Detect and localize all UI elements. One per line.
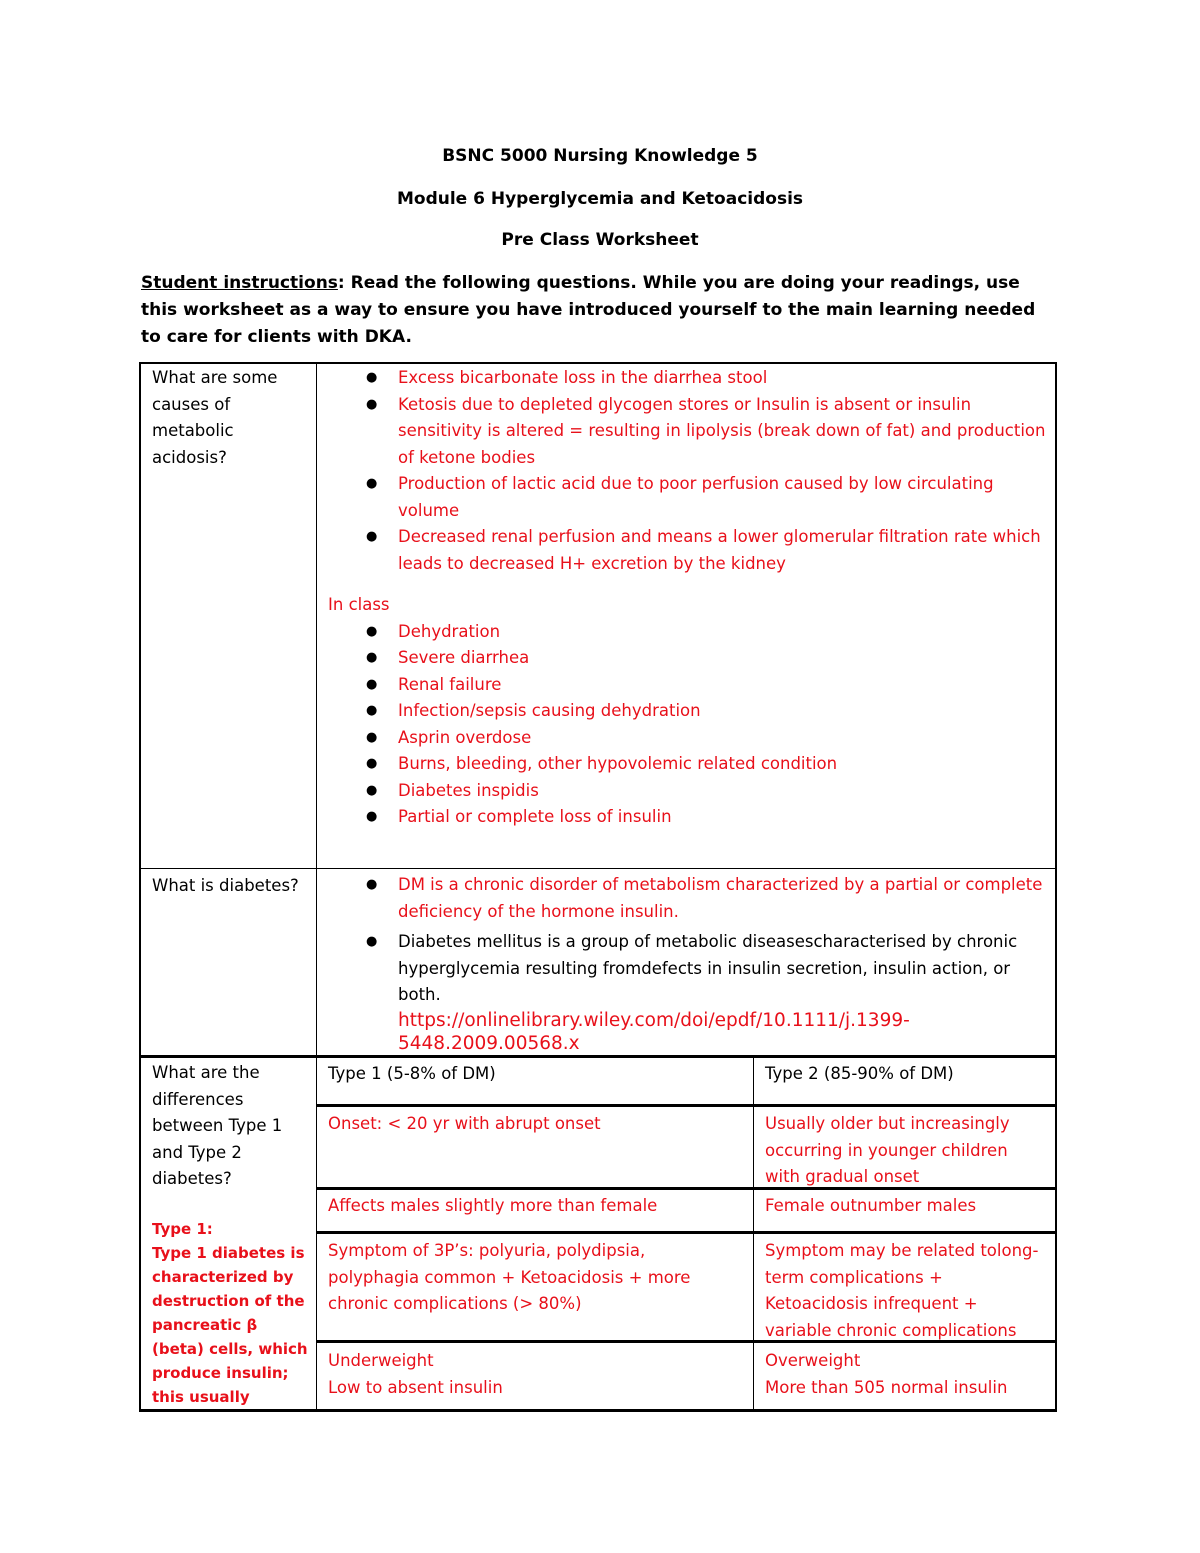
reference-link[interactable]: https://onlinelibrary.wiley.com/doi/epdf/10.1111/j.1399-5448.2009.00568.x — [398, 1009, 910, 1054]
list-item: ● Burns, bleeding, other hypovolemic related condition — [328, 751, 1048, 778]
list-item: ● Severe diarrhea — [328, 645, 1048, 672]
table-border-top — [139, 362, 1057, 364]
type1-weight-label: Underweight — [328, 1351, 434, 1370]
list-item: ● Ketosis due to depleted glycogen stores or Insulin is absent or insulin sensitivity is altered = resulting in lipolysis (break down of fat) and production of ketone bodies — [328, 392, 1048, 472]
course-title: BSNC 5000 Nursing Knowledge 5 — [442, 146, 758, 166]
answer-metabolic-acidosis — [328, 365, 1048, 831]
type1-description: Type 1 diabetes is characterized by destruction of the pancreatic β (beta) cells, which produce insulin; this usually — [152, 1244, 308, 1406]
in-class-list — [328, 619, 1048, 831]
type1-symptoms: Symptom of 3P’s: polyuria, polydipsia, polyphagia common + Ketoacidosis + more chronic complications (> 80%) — [328, 1241, 691, 1313]
question-type-differences: What are the differences between Type 1 and Type 2 diabetes? — [152, 1063, 283, 1188]
list-item: ● DM is a chronic disorder of metabolism characterized by a partial or complete deficiency of the hormone insulin. — [328, 872, 1050, 925]
type2-symptoms: Symptom may be related tolong-term complications + Ketoacidosis infrequent + variable chronic complications — [765, 1241, 1039, 1340]
type1-insulin-label: Low to absent insulin — [328, 1377, 503, 1397]
type1-weight — [328, 1348, 743, 1401]
table-border-left — [139, 362, 141, 1412]
list-item: ● Partial or complete loss of insulin — [328, 804, 1048, 831]
module-title: Module 6 Hyperglycemia and Ketoacidosis — [396, 189, 804, 209]
table-column-divider — [316, 362, 317, 1412]
type1-column-header: Type 1 (5-8% of DM) — [328, 1064, 496, 1083]
list-item — [328, 929, 1050, 1055]
diabetes-definition-list — [328, 872, 1050, 1055]
in-class-label: In class — [328, 595, 390, 614]
row-divider-2 — [139, 1055, 1057, 1058]
worksheet-title: Pre Class Worksheet — [501, 230, 699, 250]
list-item: ● Asprin overdose — [328, 725, 1048, 752]
definition-text: Diabetes mellitus is a group of metabolic diseasescharacterised by chronic hyperglycemia resulting fromdefects in insulin secretion, insulin action, or both. — [398, 932, 1018, 1004]
type2-onset: Usually older but increasingly occurring in younger children with gradual onset — [765, 1114, 1010, 1186]
list-item: ● Dehydration — [328, 619, 1048, 646]
type2-insulin-label: More than 505 normal insulin — [765, 1377, 1008, 1397]
table-border-right — [1055, 362, 1057, 1412]
list-item: ● Decreased renal perfusion and means a lower glomerular filtration rate which leads to decreased H+ excretion by the kidney — [328, 524, 1048, 577]
acidosis-causes-list — [328, 365, 1048, 577]
type1-note — [152, 1217, 314, 1409]
type1-sex: Affects males slightly more than female — [328, 1196, 658, 1215]
type1-title: Type 1: — [152, 1220, 213, 1238]
question-metabolic-acidosis: What are some causes of metabolic acidosis? — [152, 368, 278, 467]
instructions-label: Student instructions — [141, 273, 338, 293]
type2-weight — [765, 1348, 1045, 1401]
table-border-bottom — [139, 1409, 1057, 1412]
list-item: ● Infection/sepsis causing dehydration — [328, 698, 1048, 725]
subtable-row-divider-3 — [316, 1231, 1057, 1234]
type2-column-header: Type 2 (85-90% of DM) — [765, 1064, 954, 1083]
type2-sex: Female outnumber males — [765, 1196, 977, 1215]
type1-onset: Onset: < 20 yr with abrupt onset — [328, 1114, 601, 1133]
list-item: ● Diabetes inspidis — [328, 778, 1048, 805]
list-item: ● Renal failure — [328, 672, 1048, 699]
type2-weight-label: Overweight — [765, 1351, 861, 1370]
question-what-is-diabetes: What is diabetes? — [152, 876, 299, 895]
list-item: ● Excess bicarbonate loss in the diarrhea stool — [328, 365, 1048, 392]
list-item: ● Production of lactic acid due to poor perfusion caused by low circulating volume — [328, 471, 1048, 524]
row-divider-1 — [139, 868, 1057, 869]
instructions-text: : Read the following questions. While you are doing your readings, use this worksheet as a way to ensure you have introduced yourself to the main learning needed to care for clients with DKA. — [141, 273, 1036, 347]
subtable-row-divider-1 — [316, 1104, 1057, 1107]
student-instructions — [141, 270, 1051, 351]
answer-what-is-diabetes — [328, 872, 1050, 1055]
